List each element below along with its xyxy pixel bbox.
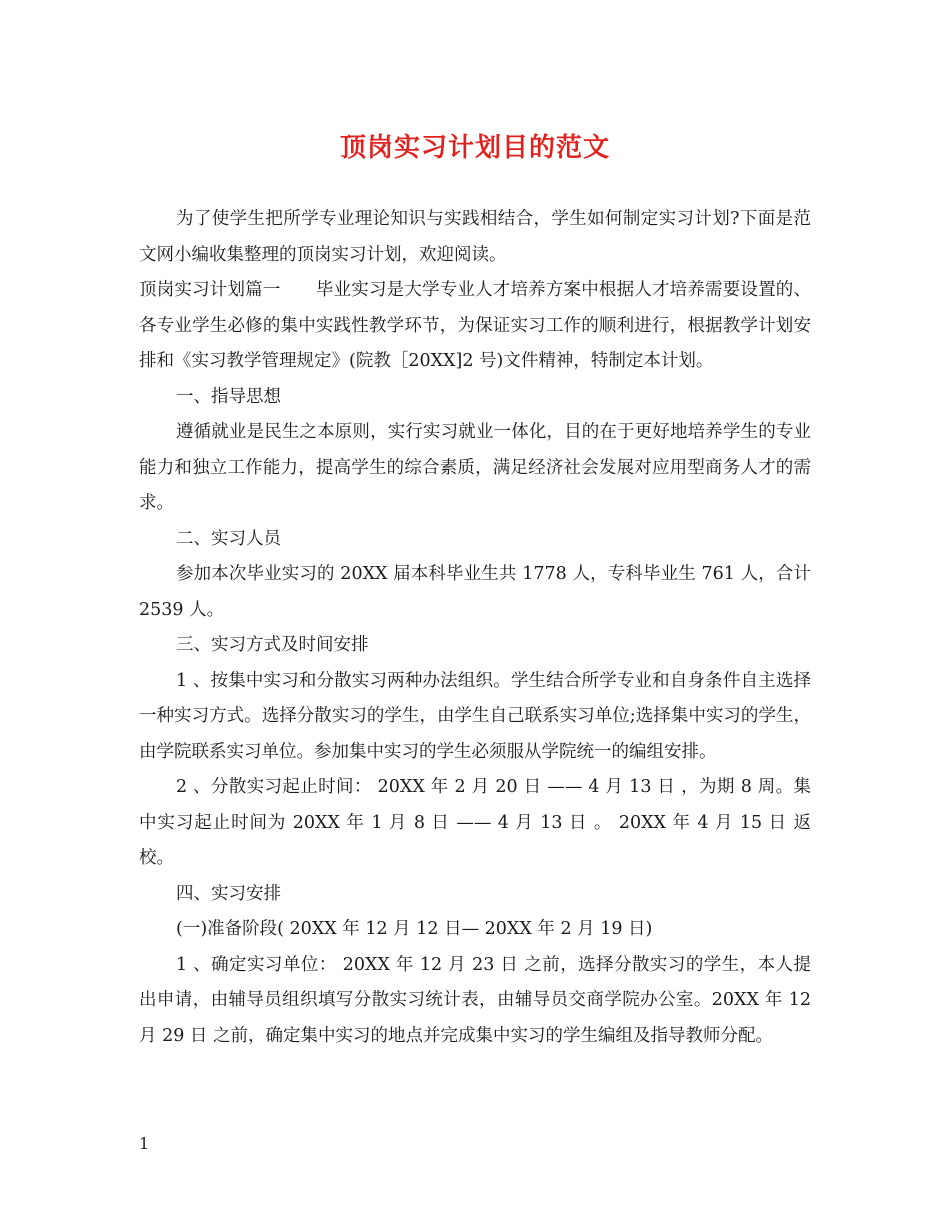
document-body — [139, 202, 811, 1054]
subheading-preparation-stage: (一)准备阶段( 20XX 年 12 月 12 日— 20XX 年 2 月 19 日) — [176, 919, 653, 939]
section-heading-method-schedule: 三、实习方式及时间安排 — [176, 635, 369, 655]
paragraph-plan-one: 顶岗实习计划篇一 毕业实习是大学专业人才培养方案中根据人才培养需要设置的、各专业学生必修的集中实践性教学环节，为保证实习工作的顺利进行，根据教学计划安排和《实习教学管理规定》(院教［20XX]2 号)文件精神，特制定本计划。 — [139, 280, 811, 371]
section-heading-interns: 二、实习人员 — [176, 528, 281, 549]
page-number: 1 — [139, 1134, 150, 1153]
paragraph-confirm-unit: 1 、确定实习单位： 20XX 年 12 月 23 日 之前，选择分散实习的学生，本人提出申请，由辅导员组织填写分散实习统计表，由辅导员交商学院办公室。20XX 年 12 月 29 日 之前，确定集中实习的地点并完成集中实习的学生编组及指导教师分配。 — [139, 954, 811, 1046]
paragraph-intro: 为了使学生把所学专业理论知识与实践相结合，学生如何制定实习计划?下面是范文网小编收集整理的顶岗实习计划，欢迎阅读。 — [139, 209, 811, 265]
section-heading-guiding-idea: 一、指导思想 — [176, 386, 281, 407]
paragraph-method: 1 、按集中实习和分散实习两种办法组织。学生结合所学专业和自身条件自主选择一种实习方式。选择分散实习的学生，由学生自己联系实习单位;选择集中实习的学生，由学院联系实习单位。参加集中实习的学生必须服从学院统一的编组安排。 — [139, 670, 811, 762]
document-title: 顶岗实习计划目的范文 — [339, 133, 610, 163]
paragraph-schedule: 2 、分散实习起止时间： 20XX 年 2 月 20 日 —— 4 月 13 日 ，为期 8 周。集中实习起止时间为 20XX 年 1 月 8 日 —— 4 月 13 日 。 20XX 年 4 月 15 日 返校。 — [139, 777, 811, 868]
paragraph-guiding-idea: 遵循就业是民生之本原则，实行实习就业一体化，目的在于更好地培养学生的专业能力和独立工作能力，提高学生的综合素质，满足经济社会发展对应用型商务人才的需求。 — [139, 422, 811, 513]
paragraph-interns: 参加本次毕业实习的 20XX 届本科毕业生共 1778 人，专科毕业生 761 人，合计 2539 人。 — [139, 564, 811, 620]
section-heading-arrangement: 四、实习安排 — [176, 883, 281, 904]
